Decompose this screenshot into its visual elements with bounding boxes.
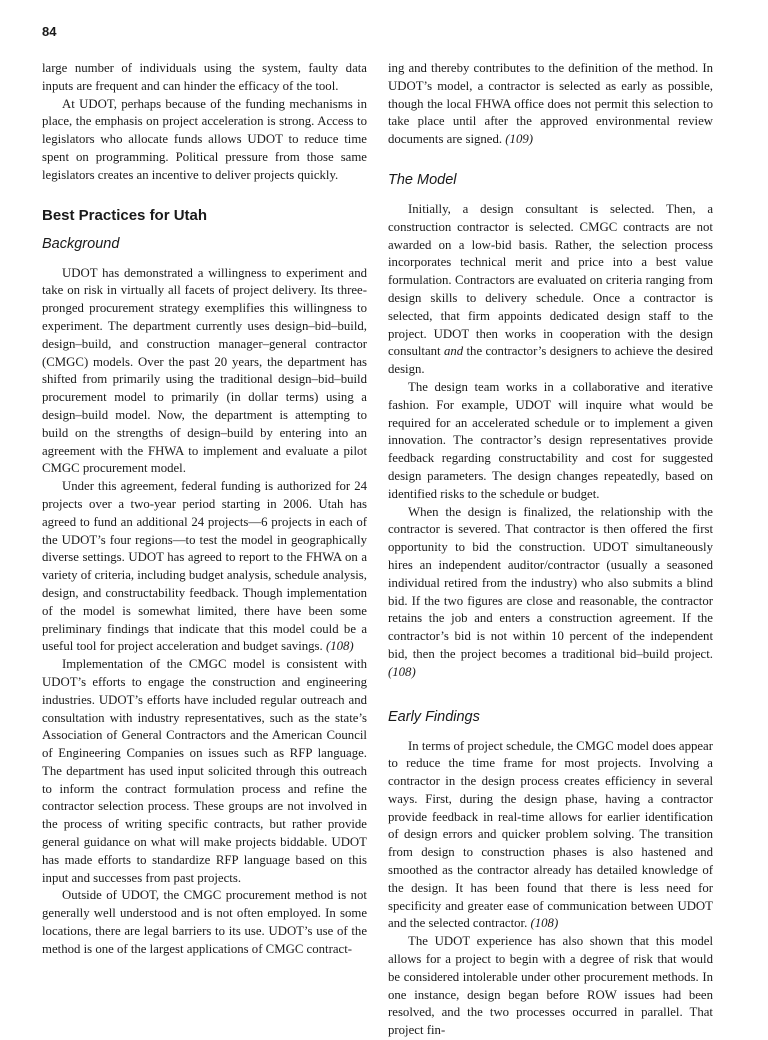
paragraph-early-1-text: In terms of project schedule, the CMGC model does appear to reduce the time frame for most projects. Involving a contractor in the design process creates efficiency in several ways. First, during the design phase, having a contractor provide feedback in real-time allows for earlier identification of design errors and quicker problem solving. The transition from design to construction phases is also hastened and smoothed as the contractor already has detailed knowledge of the design. It has been found that there is less need for specificity and greater ease of communication between UDOT and the selected contractor.	[388, 738, 713, 931]
citation: (109)	[505, 132, 533, 147]
paragraph-udot-emphasis: At UDOT, perhaps because of the funding mechanisms in place, the emphasis on project acceleration is strong. Access to legislators who allocate funds allows UDOT to reduce time spent on programming. Political pressure from those same legislators creates an incentive to deliver projects quickly.	[42, 96, 367, 182]
paragraph-model-3-text: When the design is finalized, the relationship with the contractor is severed. That contractor is then offered the first opportunity to bid the construction. UDOT simultaneously hires an independent auditor/contractor (usually a seasoned individual retired from the industry) who also submits a blind bid. If the two figures are close and reasonable, the contractor retains the job and enters a construction agreement. If the contractor’s bid is not within 10 percent of the independent bid, then the project becomes a traditional bid–build project.	[388, 504, 713, 661]
paragraph-model-3	[388, 504, 713, 682]
heading-the-model: The Model	[388, 171, 457, 188]
paragraph-continued	[388, 60, 713, 149]
paragraph-background-3: Implementation of the CMGC model is consistent with UDOT’s efforts to engage the construction and engineering industries. UDOT’s efforts have included regular outreach and consultation with industry representatives, such as the state’s Association of General Contractors and the American Council of Engineering Companies on issues such as RFP language. The department has used input solicited through this outreach to inform the contract formulation process and refine the contractor selection process. These groups are not involved in the process of writing specific contracts, but rather provide general guidance on what will make projects biddable. UDOT has made efforts to standardize RFP language based on this input and successes from past projects.	[42, 657, 367, 885]
paragraph-model-2: The design team works in a collaborative and iterative fashion. For example, UDOT will inquire what would be required for an accelerated schedule or to implement a given innovation. The contractor’s design representatives provide feedback regarding constructability and cost for suggested design parameters. The design changes repeatedly, based on identified risks to the schedule or budget.	[388, 379, 713, 501]
emphasis-and: and	[443, 344, 464, 359]
paragraph-background-2	[42, 478, 367, 656]
heading-best-practices: Best Practices for Utah	[42, 206, 208, 224]
paragraph-continued-text: ing and thereby contributes to the definition of the method. In UDOT’s model, a contractor is selected as early as possible, though the local FHWA office does not permit this selection to take place until after the approved environmental review documents are signed.	[388, 61, 713, 147]
page-number: 84	[42, 24, 57, 39]
citation: (108)	[325, 639, 354, 654]
paragraph-early-1	[388, 738, 713, 934]
citation: (108)	[388, 664, 416, 679]
citation: (108)	[530, 916, 559, 931]
paragraph-background-4: Outside of UDOT, the CMGC procurement method is not generally well understood and is not often employed. In some locations, there are legal barriers to its use. UDOT’s use of the method is one of the largest applications of CMGC contract-	[42, 888, 367, 956]
paragraph-model-1-text-b: the contractor’s designers to achieve the desired design.	[388, 344, 713, 377]
paragraph-model-1-text-a: Initially, a design consultant is selected. Then, a construction contractor is selected. CMGC contracts are not awarded on a low-bid basis. Rather, the selection process incorporates technical merit and price into a best value formulation. Contractors are evaluated on criteria ranging from design skills to delivery schedule. Once a contractor is selected, that firm appoints dedicated design staff to the project. UDOT then works in cooperation with the design consultant	[388, 201, 713, 359]
right-column	[388, 60, 713, 1040]
paragraph-early-2: The UDOT experience has also shown that this model allows for a project to begin with a degree of risk that would be considered intolerable under other procurement methods. In one instance, design began before ROW issues had been resolved, and the two processes occurred in parallel. That project fin-	[388, 934, 713, 1038]
paragraph-background-2-text: Under this agreement, federal funding is authorized for 24 projects over a two-year period starting in 2006. Utah has agreed to fund an additional 24 projects—6 projects in each of the UDOT’s four regions—to test the model in geographically diverse settings. UDOT has agreed to report to the FHWA on a variety of criteria, including budget analysis, schedule analysis, design, and constructability feedback. Though implementation of the model is somewhat limited, there have been some preliminary findings that indicate that this model could be a useful tool for project acceleration and budget savings.	[42, 479, 367, 654]
left-column	[42, 60, 367, 959]
paragraph-model-1	[388, 201, 713, 379]
heading-early-findings: Early Findings	[388, 708, 480, 725]
paragraph-intro-continued: large number of individuals using the system, faulty data inputs are frequent and can hinder the efficacy of the tool.	[42, 61, 367, 93]
paragraph-background-1: UDOT has demonstrated a willingness to experiment and take on risk in virtually all facets of project delivery. Its three-pronged procurement strategy exemplifies this willingness to experiment. The department currently uses design–bid–build, design–build, and construction manager–general contractor (CMGC) models. Over the past 20 years, the department has shifted from primarily using the traditional design–bid–build procurement model to primarily (in dollar terms) using a design–build model. Now, the department is attempting to build on the strengths of design–build by entering into an agreement with the FHWA to implement and evaluate a pilot CMGC procurement model.	[42, 265, 367, 476]
heading-background: Background	[42, 235, 120, 252]
